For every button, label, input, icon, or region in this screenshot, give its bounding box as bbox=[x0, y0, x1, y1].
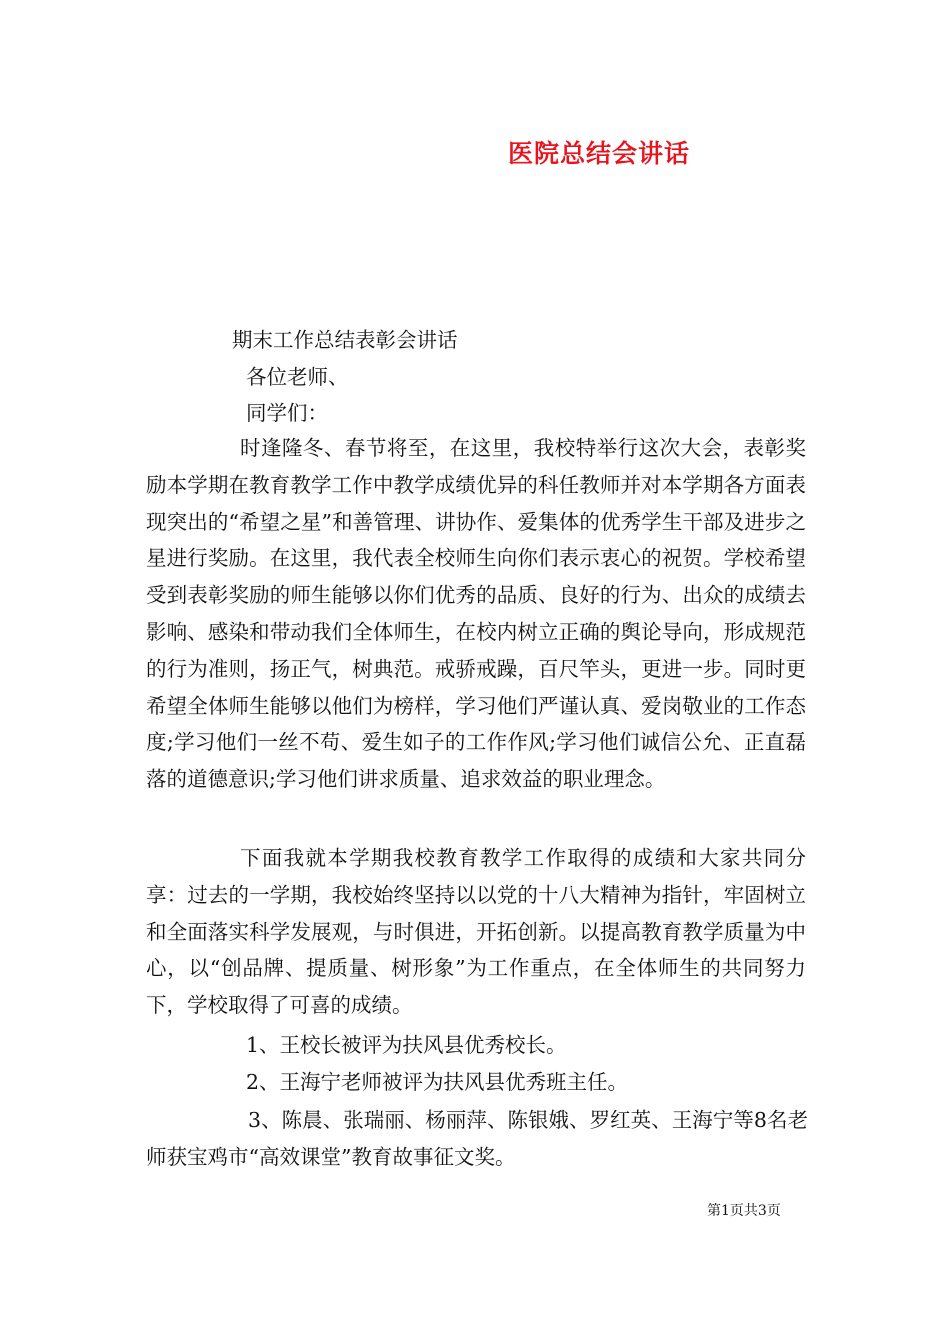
page-number: 第1页共3页 bbox=[707, 1203, 781, 1219]
achievement-item-3: 3、陈晨、张瑞丽、杨丽萍、陈银娥、罗红英、王海宁等8名老师获宝鸡市“高效课堂”教育故事征文奖。 bbox=[146, 1108, 808, 1169]
paragraph-2-block bbox=[146, 840, 806, 1024]
achievement-item-3-block bbox=[146, 1102, 808, 1176]
document-title: 医院总结会讲话 bbox=[508, 139, 691, 168]
salutation-teachers: 各位老师、 bbox=[246, 365, 349, 389]
achievement-item-2: 2、王海宁老师被评为扶风县优秀班主任。 bbox=[246, 1070, 629, 1094]
document-subtitle: 期末工作总结表彰会讲话 bbox=[232, 328, 458, 352]
salutation-students: 同学们： bbox=[246, 401, 328, 425]
achievement-item-1: 1、王校长被评为扶风县优秀校长。 bbox=[246, 1033, 567, 1057]
paragraph: 时逢隆冬、春节将至，在这里，我校特举行这次大会，表彰奖励本学期在教育教学工作中教学成绩优异的科任教师并对本学期各方面表现突出的“希望之星”和善管理、讲协作、爱集体的优秀学生干部及进步之星进行奖励。在这里，我代表全校师生向你们表示衷心的祝贺。学校希望受到表彰奖励的师生能够以你们优秀的品质、良好的行为、出众的成绩去影响、感染和带动我们全体师生，在校内树立正确的舆论导向，形成规范的行为准则，扬正气，树典范。戒骄戒躁，百尺竿头，更进一步。同时更希望全体师生能够以他们为榜样，学习他们严谨认真、爱岗敬业的工作态度;学习他们一丝不苟、爱生如子的工作作风;学习他们诚信公允、正直磊落的道德意识;学习他们讲求质量、追求效益的职业理念。 bbox=[146, 436, 806, 792]
paragraph-1-block bbox=[146, 430, 806, 798]
paragraph: 下面我就本学期我校教育教学工作取得的成绩和大家共同分享：过去的一学期，我校始终坚持以以党的十八大精神为指针，牢固树立和全面落实科学发展观，与时俱进，开拓创新。以提高教育教学质量为中心，以“创品牌、提质量、树形象”为工作重点，在全体师生的共同努力下，学校取得了可喜的成绩。 bbox=[146, 846, 806, 1018]
